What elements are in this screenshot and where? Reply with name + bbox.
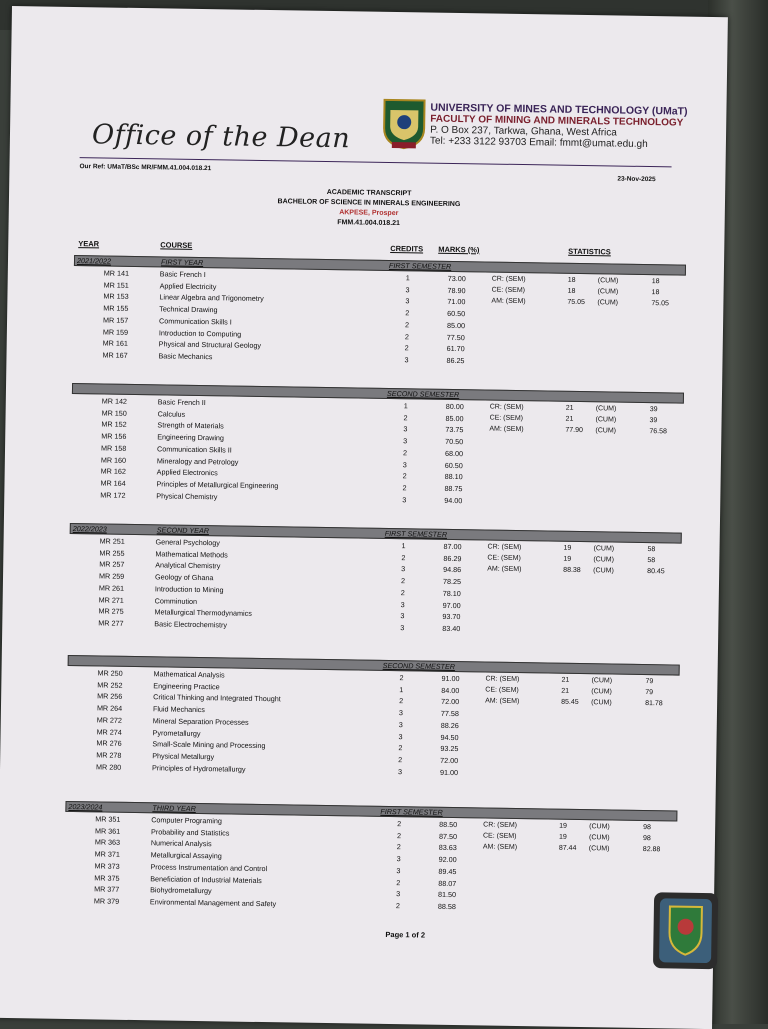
- course-mark: 73.75: [445, 425, 464, 435]
- course-credits: 2: [400, 587, 405, 598]
- stat-sem-value: 21: [561, 687, 570, 695]
- university-header: [430, 103, 688, 151]
- course-credits: 2: [402, 471, 407, 481]
- course-code: MR 158: [101, 443, 127, 453]
- course-code: MR 150: [101, 408, 127, 418]
- course-credits: 3: [397, 766, 403, 776]
- course-title: Process Instrumentation and Control: [150, 862, 268, 873]
- column-credits: CREDITS: [390, 243, 424, 254]
- course-title: Engineering Drawing: [157, 432, 225, 443]
- course-credits: 3: [400, 611, 405, 621]
- stat-sem-value: 85.45: [561, 698, 579, 706]
- academic-year: 2023/2024: [68, 801, 103, 812]
- course-mark: 85.00: [446, 320, 466, 330]
- course-code: MR 162: [100, 466, 126, 477]
- course-title: Principles of Metallurgical Engineering: [156, 479, 279, 491]
- stat-label: AM: (SEM): [487, 565, 522, 574]
- page-number: Page 1 of 2: [385, 929, 426, 940]
- issue-date: 23-Nov-2025: [617, 175, 656, 184]
- course-credits: 3: [402, 459, 407, 469]
- university-contact: Tel: +233 3122 93703 Email: fmmt@umat.edu.gh: [429, 135, 648, 151]
- course-mark: 94.50: [440, 732, 459, 742]
- year-level: THIRD YEAR: [152, 803, 196, 813]
- course-code: MR 251: [99, 536, 125, 546]
- course-title: Computer Programing: [151, 815, 223, 826]
- stat-sem-value: 18: [567, 276, 576, 284]
- course-code: MR 264: [96, 703, 123, 713]
- course-mark: 68.00: [444, 448, 464, 458]
- stat-sem-value: 88.38: [563, 566, 581, 575]
- stat-cum-value: 18: [651, 289, 660, 297]
- course-credits: 2: [398, 755, 403, 765]
- stat-sem-value: 21: [561, 676, 570, 684]
- stat-cum-label: (CUM): [597, 277, 619, 285]
- stat-label: CE: (SEM): [489, 414, 524, 423]
- stat-sem-value: 19: [559, 822, 568, 830]
- course-mark: 94.00: [444, 495, 463, 505]
- stat-label: AM: (SEM): [485, 697, 520, 706]
- course-mark: 87.50: [438, 831, 458, 841]
- stat-sem-value: 75.05: [567, 298, 585, 307]
- stat-cum-label: (CUM): [597, 299, 619, 307]
- course-code: MR 379: [93, 896, 120, 906]
- course-credits: 2: [404, 320, 410, 330]
- stat-label: AM: (SEM): [491, 297, 526, 306]
- course-title: Applied Electricity: [159, 281, 217, 291]
- stat-cum-label: (CUM): [591, 688, 612, 696]
- course-title: Beneficiation of Industrial Materials: [150, 873, 262, 885]
- course-title: General Psychology: [155, 537, 220, 548]
- course-title: Mineral Separation Processes: [152, 716, 249, 727]
- course-mark: 60.50: [444, 460, 463, 470]
- university-address: P. O Box 237, Tarkwa, Ghana, West Africa: [430, 124, 617, 139]
- course-code: MR 153: [103, 291, 129, 302]
- stat-cum-label: (CUM): [591, 699, 612, 707]
- course-mark: 88.58: [437, 901, 456, 911]
- stat-cum-value: 39: [649, 406, 658, 414]
- course-credits: 3: [400, 623, 405, 633]
- stat-cum-value: 82.88: [642, 846, 661, 854]
- course-credits: 3: [398, 719, 403, 730]
- course-mark: 91.00: [439, 767, 459, 777]
- course-code: MR 256: [97, 691, 123, 702]
- course-title: Calculus: [157, 409, 186, 419]
- course-credits: 2: [399, 696, 404, 706]
- course-code: MR 142: [101, 396, 128, 406]
- course-code: MR 252: [97, 680, 123, 690]
- stat-sem-value: 19: [563, 544, 572, 552]
- course-code: MR 377: [94, 884, 120, 894]
- course-credits: 2: [403, 412, 408, 422]
- course-credits: 3: [396, 865, 401, 876]
- course-code: MR 167: [102, 350, 128, 360]
- course-credits: 3: [396, 854, 401, 864]
- course-code: MR 261: [98, 583, 125, 593]
- course-credits: 3: [402, 494, 407, 504]
- course-credits: 2: [396, 842, 401, 852]
- column-statistics: STATISTICS: [568, 246, 611, 257]
- academic-year: 2022/2023: [72, 524, 107, 534]
- course-credits: 3: [403, 424, 408, 434]
- course-code: MR 274: [96, 726, 122, 737]
- stat-label: CE: (SEM): [485, 686, 519, 695]
- course-credits: 2: [401, 552, 406, 562]
- hologram-seal: [653, 892, 718, 969]
- stat-cum-label: (CUM): [593, 567, 614, 575]
- course-code: MR 271: [98, 594, 124, 605]
- course-code: MR 157: [103, 315, 129, 325]
- course-title: Basic French I: [159, 269, 206, 280]
- stat-cum-label: (CUM): [593, 556, 615, 564]
- course-mark: 92.00: [438, 854, 457, 865]
- course-code: MR 257: [99, 559, 125, 570]
- course-title: Basic Electrochemistry: [154, 619, 228, 630]
- stat-cum-value: 79: [645, 678, 654, 686]
- course-code: MR 160: [100, 454, 127, 465]
- reference-number: Our Ref: UMaT/BSc MR/FMM.41.004.018.21: [79, 163, 212, 173]
- course-title: Communication Skills I: [159, 316, 232, 327]
- semester-label: FIRST SEMESTER: [380, 806, 443, 817]
- stat-cum-value: 58: [647, 546, 656, 554]
- course-title: Analytical Chemistry: [155, 560, 221, 571]
- course-title: Geology of Ghana: [154, 572, 214, 583]
- course-title: Numerical Analysis: [150, 838, 212, 849]
- faculty-name: FACULTY OF MINING AND MINERALS TECHNOLOGY: [430, 113, 684, 129]
- course-mark: 73.00: [447, 273, 466, 284]
- course-code: MR 259: [98, 571, 125, 581]
- stat-cum-label: (CUM): [591, 677, 613, 685]
- course-title: Communication Skills II: [156, 444, 232, 455]
- course-mark: 61.70: [446, 344, 465, 354]
- course-credits: 3: [400, 599, 405, 609]
- course-mark: 77.50: [446, 332, 465, 342]
- course-code: MR 159: [102, 326, 129, 337]
- stat-label: CE: (SEM): [491, 286, 526, 295]
- course-credits: 3: [398, 708, 404, 718]
- course-code: MR 278: [96, 750, 122, 760]
- course-credits: 3: [405, 296, 410, 306]
- course-title: Small-Scale Mining and Processing: [152, 739, 266, 751]
- stat-cum-label: (CUM): [597, 288, 619, 296]
- course-mark: 72.00: [440, 755, 459, 765]
- course-mark: 86.29: [443, 553, 462, 563]
- stat-cum-label: (CUM): [589, 823, 610, 831]
- course-title: Linear Algebra and Trigonometry: [159, 292, 264, 304]
- course-mark: 83.63: [438, 843, 457, 853]
- transcript-page: [0, 6, 728, 1029]
- course-code: MR 371: [94, 849, 120, 859]
- course-title: Critical Thinking and Integrated Thought: [153, 692, 281, 704]
- stat-cum-value: 18: [651, 278, 660, 286]
- stat-label: CE: (SEM): [487, 554, 521, 563]
- stat-cum-value: 75.05: [651, 300, 669, 308]
- course-code: MR 151: [103, 280, 129, 290]
- course-mark: 88.75: [444, 483, 463, 494]
- course-mark: 80.00: [445, 401, 464, 412]
- course-credits: 2: [396, 830, 402, 840]
- course-title: Environmental Management and Safety: [149, 897, 277, 909]
- course-title: Biohydrometallurgy: [150, 885, 212, 896]
- course-code: MR 351: [95, 814, 121, 824]
- course-mark: 86.25: [446, 355, 465, 366]
- course-mark: 71.00: [447, 297, 466, 307]
- course-code: MR 280: [95, 762, 122, 772]
- course-credits: 2: [399, 673, 404, 683]
- course-mark: 87.00: [443, 541, 462, 552]
- course-title: Mathematical Analysis: [153, 669, 225, 680]
- course-credits: 3: [398, 731, 403, 741]
- course-mark: 97.00: [442, 600, 461, 610]
- course-mark: 70.50: [445, 436, 464, 447]
- course-mark: 78.90: [447, 285, 466, 295]
- academic-year: 2021/2022: [76, 256, 112, 266]
- course-code: MR 141: [103, 268, 130, 278]
- stat-cum-label: (CUM): [588, 845, 610, 853]
- course-credits: 3: [405, 284, 410, 294]
- course-title: Probability and Statistics: [150, 826, 230, 838]
- stat-cum-value: 39: [649, 417, 658, 425]
- year-level: FIRST YEAR: [160, 257, 204, 268]
- stat-sem-value: 21: [565, 404, 574, 412]
- stat-cum-value: 76.58: [649, 428, 667, 436]
- course-credits: 2: [397, 819, 402, 829]
- course-code: MR 250: [97, 668, 123, 678]
- course-mark: 85.00: [445, 413, 464, 423]
- course-title: Principles of Hydrometallurgy: [151, 762, 246, 774]
- course-credits: 3: [401, 564, 406, 574]
- course-title: Comminution: [154, 595, 198, 606]
- course-code: MR 363: [94, 837, 121, 848]
- course-credits: 2: [400, 576, 406, 586]
- course-title: Mathematical Methods: [155, 549, 228, 560]
- course-mark: 93.70: [442, 612, 461, 622]
- semester-label: FIRST SEMESTER: [388, 260, 452, 271]
- course-mark: 89.45: [438, 866, 457, 876]
- course-credits: 2: [402, 447, 408, 458]
- stat-cum-value: 81.78: [645, 700, 663, 708]
- course-mark: 93.25: [440, 744, 459, 754]
- course-credits: 1: [403, 401, 408, 411]
- course-title: Metallurgical Assaying: [150, 850, 222, 861]
- course-credits: 1: [401, 541, 406, 551]
- course-mark: 88.26: [440, 720, 459, 730]
- course-mark: 78.25: [442, 576, 462, 587]
- stat-label: CR: (SEM): [491, 275, 526, 284]
- stat-sem-value: 19: [558, 833, 567, 841]
- stat-label: CR: (SEM): [489, 403, 524, 412]
- stat-cum-value: 98: [642, 835, 651, 843]
- student-name: AKPESE, Prosper: [339, 209, 399, 218]
- course-credits: 2: [398, 743, 403, 753]
- semester-label: SECOND SEMESTER: [386, 388, 460, 400]
- stat-sem-value: 18: [567, 287, 576, 295]
- course-credits: 1: [399, 684, 404, 694]
- course-code: MR 277: [98, 618, 124, 628]
- course-code: MR 152: [101, 419, 127, 430]
- university-crest-icon: [382, 98, 427, 151]
- student-index: FMM.41.004.018.21: [337, 219, 401, 228]
- course-credits: 2: [404, 331, 409, 341]
- course-code: MR 255: [99, 548, 125, 558]
- stat-cum-label: (CUM): [595, 427, 617, 435]
- stat-cum-value: 58: [647, 557, 656, 565]
- column-marks: MARKS (%): [438, 244, 480, 255]
- course-title: Physical and Structural Geology: [158, 339, 262, 351]
- course-title: Mineralogy and Petrology: [156, 455, 239, 467]
- degree-title: BACHELOR OF SCIENCE IN MINERALS ENGINEERING: [277, 198, 461, 209]
- stat-label: CR: (SEM): [485, 675, 520, 684]
- year-level: SECOND YEAR: [156, 525, 210, 536]
- course-mark: 77.58: [440, 708, 460, 719]
- course-mark: 78.10: [442, 588, 461, 598]
- course-title: Introduction to Mining: [154, 584, 224, 595]
- course-mark: 91.00: [441, 673, 460, 684]
- course-title: Pyrometallurgy: [152, 727, 201, 738]
- course-code: MR 172: [100, 490, 126, 500]
- course-mark: 83.40: [442, 623, 461, 634]
- stat-sem-value: 19: [563, 555, 572, 563]
- stat-sem-value: 77.90: [565, 426, 583, 435]
- stat-label: AM: (SEM): [482, 843, 518, 852]
- course-credits: 2: [396, 877, 401, 887]
- course-title: Technical Drawing: [159, 304, 218, 315]
- stat-cum-label: (CUM): [595, 416, 617, 424]
- course-title: Applied Electronics: [156, 467, 218, 478]
- course-mark: 72.00: [441, 697, 460, 707]
- stat-cum-value: 80.45: [647, 568, 665, 576]
- column-year: YEAR: [78, 239, 100, 249]
- course-credits: 1: [405, 273, 410, 283]
- course-code: MR 276: [96, 738, 122, 748]
- stat-cum-value: 79: [645, 689, 654, 697]
- course-code: MR 272: [96, 715, 123, 725]
- course-title: Physical Chemistry: [156, 490, 218, 501]
- course-code: MR 361: [94, 826, 121, 836]
- course-credits: 2: [402, 483, 407, 493]
- course-mark: 94.86: [443, 565, 462, 575]
- course-code: MR 164: [100, 478, 126, 488]
- stat-cum-label: (CUM): [595, 405, 617, 413]
- stat-label: CR: (SEM): [487, 543, 522, 552]
- course-code: MR 375: [94, 872, 120, 883]
- column-course: COURSE: [160, 240, 193, 250]
- semester-label: FIRST SEMESTER: [384, 528, 448, 539]
- stat-cum-value: 98: [643, 824, 652, 832]
- stat-cum-label: (CUM): [593, 545, 615, 553]
- course-mark: 88.10: [444, 472, 463, 482]
- stat-cum-label: (CUM): [588, 834, 610, 842]
- course-credits: 2: [395, 901, 400, 911]
- course-credits: 3: [403, 436, 408, 446]
- semester-label: SECOND SEMESTER: [382, 660, 456, 672]
- course-title: Fluid Mechanics: [152, 704, 205, 715]
- document-title: ACADEMIC TRANSCRIPT: [326, 188, 412, 198]
- course-mark: 88.50: [439, 819, 458, 830]
- course-title: Introduction to Computing: [158, 327, 242, 339]
- stat-sem-value: 87.44: [558, 844, 577, 852]
- stat-sem-value: 21: [565, 415, 574, 423]
- course-credits: 2: [405, 308, 410, 318]
- course-code: MR 156: [101, 431, 127, 441]
- course-title: Basic Mechanics: [158, 351, 213, 362]
- course-title: Basic French II: [157, 397, 206, 408]
- stat-label: CR: (SEM): [483, 821, 518, 830]
- stat-label: AM: (SEM): [489, 425, 524, 434]
- course-code: MR 275: [98, 606, 124, 617]
- office-title: Office of the Dean: [91, 119, 351, 155]
- course-title: Metallurgical Thermodynamics: [154, 607, 252, 619]
- course-code: MR 373: [94, 861, 120, 871]
- course-mark: 81.50: [438, 889, 457, 900]
- course-mark: 84.00: [441, 685, 460, 695]
- course-title: Physical Metallurgy: [152, 751, 215, 762]
- course-code: MR 155: [103, 303, 129, 313]
- course-credits: 3: [396, 889, 401, 899]
- stat-label: CE: (SEM): [482, 832, 517, 841]
- course-mark: 88.07: [438, 878, 457, 888]
- course-credits: 2: [404, 343, 409, 353]
- course-credits: 3: [404, 355, 409, 365]
- course-title: Engineering Practice: [153, 680, 220, 692]
- university-name: UNIVERSITY OF MINES AND TECHNOLOGY (UMaT): [430, 101, 688, 118]
- course-code: MR 161: [102, 338, 128, 349]
- course-mark: 60.50: [447, 308, 466, 319]
- course-title: Strength of Materials: [157, 420, 224, 431]
- hologram-crest-icon: [653, 892, 718, 969]
